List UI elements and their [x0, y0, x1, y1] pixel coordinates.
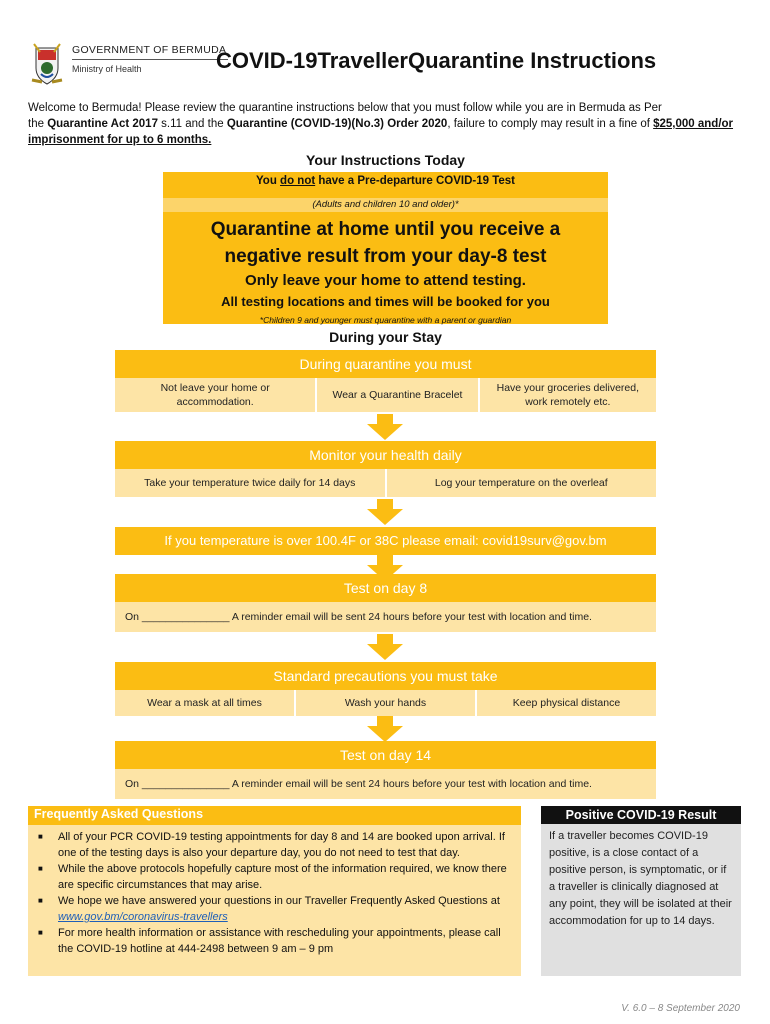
bullet-icon: ■ — [38, 896, 43, 905]
instr-big-2: negative result from your day-8 test — [224, 246, 547, 267]
fever-band: If you temperature is over 100.4F or 38C please email: covid19surv@gov.bm — [115, 527, 656, 555]
imprisonment-text: imprisonment for up to 6 months. — [28, 134, 212, 146]
instructions-box — [163, 172, 608, 324]
monitor-item: Take your temperature twice daily for 14 days — [115, 469, 387, 497]
faq-item: ■ All of your PCR COVID-19 testing appointments for day 8 and 14 are booked upon arrival. If one of the testing days is also your departure day, you do not need to test that day. — [38, 831, 505, 859]
faq-link[interactable]: www.gov.bm/coronavirus-travellers — [58, 911, 228, 923]
day8-text: On _______________ A reminder email will be sent 24 hours before your test with location and time. — [125, 611, 592, 623]
bermuda-crest-icon — [30, 42, 64, 86]
day8-row — [115, 602, 656, 632]
day8-band: Test on day 8 — [115, 574, 656, 602]
monitor-item: Log your temperature on the overleaf — [434, 477, 608, 489]
intro-line-1: Welcome to Bermuda! Please review the quarantine instructions below that you must follow while you are in Bermuda as Per — [28, 102, 662, 114]
intro-text-a: the — [28, 118, 48, 130]
instructions-subtitle: (Adults and children 10 and older)* — [163, 198, 608, 212]
intro-paragraph — [28, 100, 744, 148]
instructions-main — [163, 212, 608, 324]
instructions-heading: Your Instructions Today — [306, 152, 465, 168]
bullet-icon: ■ — [38, 832, 43, 841]
instr-tiny: *Children 9 and younger must quarantine with a parent or guardian — [259, 315, 512, 325]
day14-band: Test on day 14 — [115, 741, 656, 769]
instructions-top — [163, 172, 608, 198]
instr-big-1: Quarantine at home until you receive a — [210, 219, 561, 240]
instr-top-a: You — [255, 175, 281, 187]
intro-text-c: s.11 and the — [157, 118, 227, 130]
positive-result-title: Positive COVID-19 Result — [541, 806, 741, 824]
precaution-item: Wear a mask at all times — [115, 690, 296, 716]
instr-top-c: have a Pre-departure COVID-19 Test — [315, 175, 516, 187]
instr-mid: Only leave your home to attend testing. — [245, 272, 526, 289]
monitor-band: Monitor your health daily — [115, 441, 656, 469]
ministry-name: Ministry of Health — [72, 64, 142, 74]
quarantine-item: Wear a Quarantine Bracelet — [317, 378, 479, 412]
positive-result-box — [541, 806, 741, 976]
quarantine-band: During quarantine you must — [115, 350, 656, 378]
quarantine-order: Quarantine (COVID-19)(No.3) Order 2020 — [226, 118, 448, 130]
day14-row — [115, 769, 656, 799]
precautions-row — [115, 690, 656, 716]
precaution-item: Keep physical distance — [512, 697, 621, 709]
faq-item: ■ For more health information or assistance with rescheduling your appointments, please call the COVID-19 hotline at 444-2498 between 9 am – 9 pm — [38, 927, 501, 955]
day14-text: On _______________ A reminder email will be sent 24 hours before your test with location and time. — [125, 778, 592, 790]
header — [30, 40, 750, 90]
quarantine-row — [115, 378, 656, 412]
stay-heading: During your Stay — [329, 329, 442, 345]
government-block — [72, 44, 232, 74]
positive-result-body: If a traveller becomes COVID-19 positive, is a close contact of a positive person, is symptomatic, or if a traveller is clinically diagnosed at any point, they will be isolated at their accommodation for up to 14 days. — [549, 830, 732, 927]
government-name: GOVERNMENT OF BERMUDA — [72, 44, 228, 60]
faq-item: ■ We hope we have answered your questions in our Traveller Frequently Asked Questions at www.gov.bm/coronavirus-travellers — [38, 895, 500, 923]
quarantine-item: Not leave your home or accommodation. — [115, 378, 317, 412]
faq-title: Frequently Asked Questions — [28, 806, 521, 825]
quarantine-act-link: Quarantine Act 2017 — [47, 118, 158, 130]
precaution-item: Wash your hands — [296, 690, 477, 716]
faq-box — [28, 806, 521, 976]
document-title: COVID-19TravellerQuarantine Instructions — [216, 48, 657, 73]
quarantine-item: Have your groceries delivered, work remotely etc. — [496, 382, 640, 408]
instr-top-b: do not — [280, 175, 316, 187]
bullet-icon: ■ — [38, 864, 43, 873]
faq-item: ■ While the above protocols hopefully capture most of the information required, we know there are specific circumstances that may arise. — [38, 863, 507, 891]
monitor-row — [115, 469, 656, 497]
instr-small: All testing locations and times will be booked for you — [221, 294, 550, 309]
version-label: V. 6.0 – 8 September 2020 — [621, 1003, 740, 1014]
fine-amount: $25,000 and/or — [653, 118, 734, 130]
bullet-icon: ■ — [38, 928, 43, 937]
intro-text-e: , failure to comply may result in a fine of — [447, 118, 654, 130]
precautions-band: Standard precautions you must take — [115, 662, 656, 690]
